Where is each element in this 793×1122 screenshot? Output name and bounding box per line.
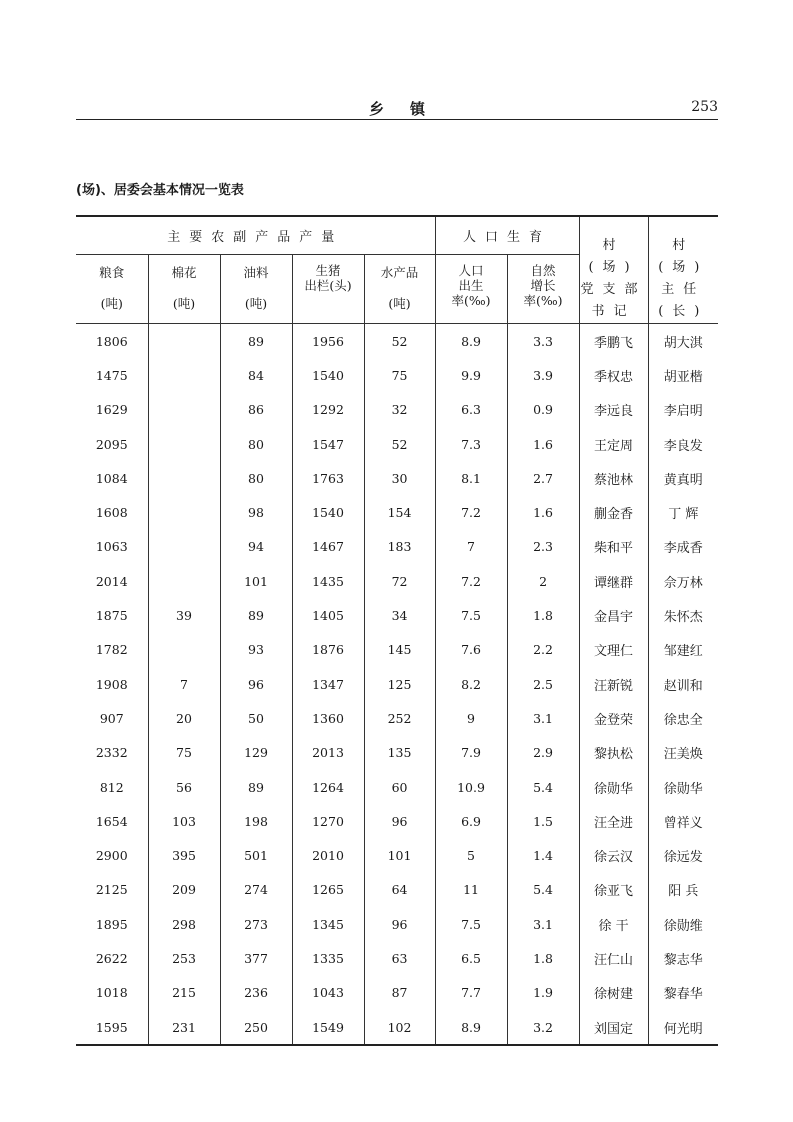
value-cell: 8.1 xyxy=(435,461,507,495)
name-cell: 刘国定 xyxy=(579,1010,648,1045)
value-cell: 89 xyxy=(220,598,292,632)
value-cell: 7.2 xyxy=(435,564,507,598)
value-cell xyxy=(148,633,220,667)
name-cell: 丁 辉 xyxy=(648,495,718,529)
value-cell: 1347 xyxy=(292,667,364,701)
column-name: 水产品 xyxy=(380,265,419,281)
name-cell: 邹建红 xyxy=(648,633,718,667)
page-number: 253 xyxy=(691,99,718,115)
value-cell: 101 xyxy=(220,564,292,598)
column-name: 油料 xyxy=(243,265,269,281)
value-cell: 129 xyxy=(220,736,292,770)
value-cell: 96 xyxy=(220,667,292,701)
value-cell: 32 xyxy=(364,393,435,427)
column-unit: (吨) xyxy=(100,296,123,312)
value-cell: 252 xyxy=(364,701,435,735)
table-row xyxy=(76,324,718,359)
header-rule xyxy=(76,119,718,120)
table-body xyxy=(76,324,718,1046)
value-cell: 7.2 xyxy=(435,495,507,529)
table-row xyxy=(76,976,718,1010)
value-cell: 5.4 xyxy=(507,873,579,907)
value-cell: 1782 xyxy=(95,642,128,658)
value-cell: 2332 xyxy=(95,745,128,761)
value-cell: 1084 xyxy=(95,470,128,486)
value-cell: 2.5 xyxy=(507,667,579,701)
value-cell: 209 xyxy=(148,873,220,907)
value-cell: 7 xyxy=(435,530,507,564)
value-cell: 20 xyxy=(148,701,220,735)
header-secretary xyxy=(579,216,648,324)
value-cell xyxy=(148,358,220,392)
value-cell: 154 xyxy=(364,495,435,529)
name-cell: 胡亚楷 xyxy=(648,358,718,392)
name-cell: 李良发 xyxy=(648,427,718,461)
value-cell: 1908 xyxy=(95,676,128,692)
value-cell: 1.9 xyxy=(507,976,579,1010)
value-cell: 56 xyxy=(148,770,220,804)
value-cell: 7.5 xyxy=(435,598,507,632)
column-header-6 xyxy=(507,255,579,324)
table-row xyxy=(76,564,718,598)
value-cell xyxy=(148,393,220,427)
value-cell: 52 xyxy=(364,427,435,461)
value-cell: 298 xyxy=(148,907,220,941)
value-cell: 101 xyxy=(364,838,435,872)
table-row xyxy=(76,633,718,667)
name-cell: 徐远发 xyxy=(648,838,718,872)
column-header-3 xyxy=(292,255,364,324)
value-cell: 93 xyxy=(220,633,292,667)
value-cell: 2.7 xyxy=(507,461,579,495)
name-cell: 阳 兵 xyxy=(648,873,718,907)
table-row xyxy=(76,461,718,495)
value-cell: 8.2 xyxy=(435,667,507,701)
table-row xyxy=(76,598,718,632)
value-cell: 1629 xyxy=(95,402,128,418)
value-cell: 1043 xyxy=(292,976,364,1010)
value-cell: 50 xyxy=(220,701,292,735)
value-cell: 30 xyxy=(364,461,435,495)
table-row xyxy=(76,873,718,907)
value-cell: 1875 xyxy=(95,608,128,624)
value-cell xyxy=(148,564,220,598)
column-unit: (吨) xyxy=(388,296,411,312)
value-cell: 1654 xyxy=(95,813,128,829)
name-cell: 赵训和 xyxy=(648,667,718,701)
value-cell: 7.6 xyxy=(435,633,507,667)
value-cell: 89 xyxy=(220,324,292,359)
value-cell: 72 xyxy=(364,564,435,598)
value-cell: 2900 xyxy=(95,848,128,864)
value-cell: 11 xyxy=(435,873,507,907)
value-cell: 5 xyxy=(435,838,507,872)
value-cell: 64 xyxy=(364,873,435,907)
village-data-table xyxy=(76,215,718,1046)
value-cell: 1475 xyxy=(95,367,128,383)
value-cell: 75 xyxy=(364,358,435,392)
table-row xyxy=(76,358,718,392)
value-cell: 8.9 xyxy=(435,1010,507,1045)
value-cell xyxy=(148,530,220,564)
value-cell: 6.3 xyxy=(435,393,507,427)
value-cell: 215 xyxy=(148,976,220,1010)
value-cell: 7.9 xyxy=(435,736,507,770)
value-cell: 2.3 xyxy=(507,530,579,564)
header-director-label: 村(场) 主任(长) xyxy=(658,238,709,319)
column-name: 棉花 xyxy=(171,265,197,281)
header-director xyxy=(648,216,718,324)
value-cell: 52 xyxy=(364,324,435,359)
value-cell: 96 xyxy=(364,907,435,941)
table-row xyxy=(76,667,718,701)
name-cell: 汪新锐 xyxy=(579,667,648,701)
value-cell: 231 xyxy=(148,1010,220,1045)
name-cell: 季鹏飞 xyxy=(579,324,648,359)
value-cell: 1270 xyxy=(292,804,364,838)
value-cell: 87 xyxy=(364,976,435,1010)
name-cell: 徐 干 xyxy=(579,907,648,941)
column-name: 自然 增长 率(‰) xyxy=(523,263,563,309)
value-cell: 1608 xyxy=(95,505,128,521)
value-cell: 1335 xyxy=(292,941,364,975)
value-cell: 3.2 xyxy=(507,1010,579,1045)
value-cell: 3.3 xyxy=(507,324,579,359)
value-cell: 7.7 xyxy=(435,976,507,1010)
value-cell: 250 xyxy=(220,1010,292,1045)
value-cell: 1956 xyxy=(292,324,364,359)
value-cell: 8.9 xyxy=(435,324,507,359)
value-cell: 1405 xyxy=(292,598,364,632)
value-cell xyxy=(148,324,220,359)
column-header-0 xyxy=(76,255,148,324)
name-cell: 朱怀杰 xyxy=(648,598,718,632)
value-cell: 75 xyxy=(148,736,220,770)
value-cell: 1.6 xyxy=(507,495,579,529)
value-cell: 2622 xyxy=(95,950,128,966)
value-cell: 1435 xyxy=(292,564,364,598)
value-cell: 1.8 xyxy=(507,941,579,975)
value-cell: 395 xyxy=(148,838,220,872)
value-cell: 6.9 xyxy=(435,804,507,838)
name-cell: 徐树建 xyxy=(579,976,648,1010)
table-row xyxy=(76,393,718,427)
value-cell: 60 xyxy=(364,770,435,804)
value-cell: 1345 xyxy=(292,907,364,941)
name-cell: 徐勋华 xyxy=(579,770,648,804)
name-cell: 胡大淇 xyxy=(648,324,718,359)
value-cell: 9.9 xyxy=(435,358,507,392)
name-cell: 李远良 xyxy=(579,393,648,427)
value-cell: 86 xyxy=(220,393,292,427)
name-cell: 汪美焕 xyxy=(648,736,718,770)
value-cell: 1.5 xyxy=(507,804,579,838)
value-cell: 1806 xyxy=(95,333,128,349)
value-cell: 1467 xyxy=(292,530,364,564)
name-cell: 何光明 xyxy=(648,1010,718,1045)
value-cell xyxy=(148,427,220,461)
value-cell: 2010 xyxy=(292,838,364,872)
value-cell: 2095 xyxy=(95,436,128,452)
value-cell: 1265 xyxy=(292,873,364,907)
value-cell: 2013 xyxy=(292,736,364,770)
value-cell: 1876 xyxy=(292,633,364,667)
value-cell: 5.4 xyxy=(507,770,579,804)
value-cell: 274 xyxy=(220,873,292,907)
table-row xyxy=(76,495,718,529)
value-cell: 39 xyxy=(148,598,220,632)
value-cell: 1264 xyxy=(292,770,364,804)
table-caption: (场)、居委会基本情况一览表 xyxy=(76,183,244,198)
table-row xyxy=(76,804,718,838)
column-header-5 xyxy=(435,255,507,324)
column-header-1 xyxy=(148,255,220,324)
table-row xyxy=(76,941,718,975)
name-cell: 金昌宇 xyxy=(579,598,648,632)
value-cell: 10.9 xyxy=(435,770,507,804)
value-cell: 145 xyxy=(364,633,435,667)
value-cell: 1763 xyxy=(292,461,364,495)
value-cell: 1063 xyxy=(95,539,128,555)
name-cell: 黎执松 xyxy=(579,736,648,770)
table-row xyxy=(76,770,718,804)
name-cell: 金登荣 xyxy=(579,701,648,735)
value-cell: 236 xyxy=(220,976,292,1010)
column-unit: (吨) xyxy=(172,296,196,312)
value-cell: 1895 xyxy=(95,916,128,932)
column-name: 生猪 出栏(头) xyxy=(304,263,352,294)
value-cell: 102 xyxy=(364,1010,435,1045)
name-cell: 蔡池林 xyxy=(579,461,648,495)
value-cell: 2.2 xyxy=(507,633,579,667)
value-cell: 1595 xyxy=(95,1019,128,1035)
value-cell: 103 xyxy=(148,804,220,838)
name-cell: 李启明 xyxy=(648,393,718,427)
table-row xyxy=(76,530,718,564)
name-cell: 黎春华 xyxy=(648,976,718,1010)
name-cell: 徐亚飞 xyxy=(579,873,648,907)
value-cell: 7.3 xyxy=(435,427,507,461)
value-cell: 6.5 xyxy=(435,941,507,975)
value-cell: 907 xyxy=(99,710,124,726)
name-cell: 徐忠全 xyxy=(648,701,718,735)
value-cell: 1540 xyxy=(292,495,364,529)
name-cell: 汪全进 xyxy=(579,804,648,838)
value-cell: 1292 xyxy=(292,393,364,427)
name-cell: 佘万林 xyxy=(648,564,718,598)
name-cell: 徐勋华 xyxy=(648,770,718,804)
value-cell: 3.9 xyxy=(507,358,579,392)
value-cell: 1540 xyxy=(292,358,364,392)
running-head-title: 乡镇 xyxy=(368,100,451,118)
value-cell: 273 xyxy=(220,907,292,941)
value-cell: 377 xyxy=(220,941,292,975)
table-row xyxy=(76,736,718,770)
name-cell: 谭继群 xyxy=(579,564,648,598)
name-cell: 徐云汉 xyxy=(579,838,648,872)
table-row xyxy=(76,838,718,872)
value-cell: 1018 xyxy=(95,985,128,1001)
value-cell: 9 xyxy=(435,701,507,735)
column-unit: (吨) xyxy=(244,296,268,312)
value-cell: 198 xyxy=(220,804,292,838)
value-cell: 501 xyxy=(220,838,292,872)
column-header-2 xyxy=(220,255,292,324)
group-header-population: 人口生育 xyxy=(435,216,579,255)
value-cell: 3.1 xyxy=(507,907,579,941)
running-head xyxy=(76,96,718,120)
value-cell xyxy=(148,461,220,495)
name-cell: 柴和平 xyxy=(579,530,648,564)
value-cell: 34 xyxy=(364,598,435,632)
column-header-4 xyxy=(364,255,435,324)
table-row xyxy=(76,427,718,461)
table-row xyxy=(76,907,718,941)
name-cell: 文理仁 xyxy=(579,633,648,667)
value-cell: 7 xyxy=(148,667,220,701)
name-cell: 汪仁山 xyxy=(579,941,648,975)
value-cell: 1549 xyxy=(292,1010,364,1045)
value-cell xyxy=(148,495,220,529)
header-secretary-label: 村(场) 党支部书记 xyxy=(580,238,647,319)
group-header-agri: 主要农副产品产量 xyxy=(76,216,435,255)
value-cell: 253 xyxy=(148,941,220,975)
name-cell: 黄真明 xyxy=(648,461,718,495)
value-cell: 2125 xyxy=(95,882,128,898)
name-cell: 王定周 xyxy=(579,427,648,461)
value-cell: 1547 xyxy=(292,427,364,461)
value-cell: 94 xyxy=(220,530,292,564)
value-cell: 98 xyxy=(220,495,292,529)
value-cell: 812 xyxy=(99,779,124,795)
name-cell: 曾祥义 xyxy=(648,804,718,838)
table-row xyxy=(76,701,718,735)
value-cell: 3.1 xyxy=(507,701,579,735)
value-cell: 80 xyxy=(220,461,292,495)
value-cell: 2.9 xyxy=(507,736,579,770)
value-cell: 183 xyxy=(364,530,435,564)
value-cell: 63 xyxy=(364,941,435,975)
name-cell: 徐勋维 xyxy=(648,907,718,941)
value-cell: 1.6 xyxy=(507,427,579,461)
value-cell: 1360 xyxy=(292,701,364,735)
value-cell: 1.4 xyxy=(507,838,579,872)
name-cell: 黎志华 xyxy=(648,941,718,975)
table-row xyxy=(76,1010,718,1045)
value-cell: 2014 xyxy=(95,573,128,589)
value-cell: 96 xyxy=(364,804,435,838)
value-cell: 2 xyxy=(507,564,579,598)
value-cell: 84 xyxy=(220,358,292,392)
column-name: 粮食 xyxy=(99,265,125,281)
value-cell: 0.9 xyxy=(507,393,579,427)
value-cell: 89 xyxy=(220,770,292,804)
value-cell: 135 xyxy=(364,736,435,770)
value-cell: 80 xyxy=(220,427,292,461)
name-cell: 季权忠 xyxy=(579,358,648,392)
column-name: 人口 出生 率(‰) xyxy=(451,263,491,309)
name-cell: 李成香 xyxy=(648,530,718,564)
name-cell: 蒯金香 xyxy=(579,495,648,529)
value-cell: 125 xyxy=(364,667,435,701)
value-cell: 7.5 xyxy=(435,907,507,941)
value-cell: 1.8 xyxy=(507,598,579,632)
